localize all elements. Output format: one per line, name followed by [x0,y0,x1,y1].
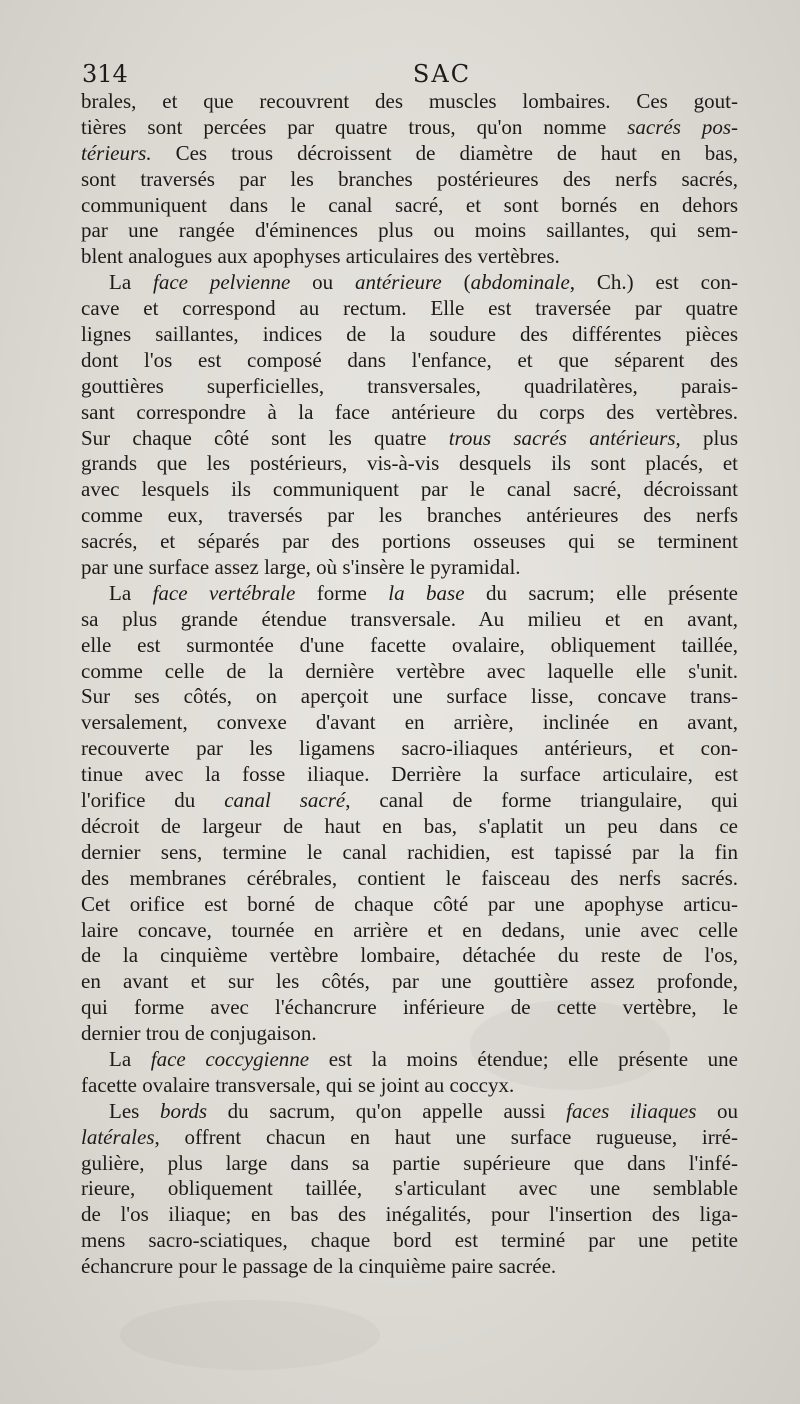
italic-term: face pelvienne [153,270,291,295]
text-run: dont l'os est composé dans l'enfance, et que séparent des [81,347,738,372]
text-run: La [109,1046,151,1071]
paragraph [81,270,738,581]
text-run: Ces trous décroissent de diamètre de haut en bas, [151,140,738,165]
text-run: par une surface assez large, où s'insère le pyramidal. [81,555,521,580]
text-line [81,374,738,400]
text-run: comme eux, traversés par les branches antérieures des nerfs [81,503,738,528]
italic-term: canal sacré [224,788,346,813]
text-line [81,451,738,477]
text-run: , plus [675,425,739,450]
text-run: Les [109,1098,160,1123]
text-run: elle est surmontée d'une facette ovalaire, obliquement taillée, [81,632,738,657]
text-run: ou [696,1098,738,1123]
text-run: blent analogues aux apophyses articulaires des vertèbres. [81,244,560,269]
text-line [81,426,738,452]
text-line [81,1125,738,1151]
text-line [81,684,738,710]
text-run: recouverte par les ligamens sacro-iliaques antérieurs, et con- [81,736,738,761]
text-run: de l'os iliaque; en bas des inégalités, pour l'insertion des liga- [81,1202,738,1227]
text-line [81,1151,738,1177]
italic-term: trous sacrés antérieurs [448,425,676,450]
text-line [81,167,738,193]
text-line [81,581,738,607]
text-run: est la moins étendue; elle présente une [309,1046,738,1071]
text-run: par une rangée d'éminences plus ou moins saillantes, qui sem- [81,218,738,243]
text-run: sacrés, et séparés par des portions osseuses qui se terminent [81,529,738,554]
text-line [81,736,738,762]
text-run: avec lesquels ils communiquent par le canal sacré, décroissant [81,477,738,502]
text-line [81,918,738,944]
text-run: l'orifice du [81,788,225,813]
text-line [81,788,738,814]
italic-term: antérieure [355,270,442,295]
text-run: du sacrum; elle présente [464,580,738,605]
text-run: Sur chaque côté sont les quatre [81,425,449,450]
text-line [81,1021,738,1047]
italic-term: sacrés pos- [627,114,738,139]
text-run: de la cinquième vertèbre lombaire, détachée du reste de l'os, [81,943,738,968]
italic-term: face coccygienne [150,1046,310,1071]
text-run: sant correspondre à la face antérieure du corps des vertèbres. [81,399,738,424]
text-line [81,193,738,219]
text-run: Cet orifice est borné de chaque côté par une apophyse articu- [81,891,738,916]
paper-stain [120,1300,380,1370]
paragraph [81,581,738,1047]
text-line [81,503,738,529]
text-run: tinue avec la fosse iliaque. Derrière la surface articulaire, est [81,762,738,787]
text-line [81,1073,738,1099]
text-line [81,814,738,840]
text-run: ou [290,270,356,295]
italic-term: latérales [81,1124,155,1149]
text-line [81,1228,738,1254]
italic-term: la base [388,580,465,605]
text-run: comme celle de la dernière vertèbre avec laquelle elle s'unit. [81,658,738,683]
paragraph [81,1047,738,1099]
text-line [81,218,738,244]
text-line [81,762,738,788]
text-run: forme [295,580,389,605]
text-run: , offrent chacun en haut une surface rugueuse, irré- [154,1124,738,1149]
text-line [81,633,738,659]
text-run: décroit de largeur de haut en bas, s'aplatit un peu dans ce [81,813,738,838]
text-line [81,1047,738,1073]
text-line [81,244,738,270]
text-line [81,348,738,374]
text-run: , canal de forme triangulaire, qui [345,788,738,813]
text-run: des membranes cérébrales, contient le faisceau des nerfs sacrés. [81,865,738,890]
text-run: rieure, obliquement taillée, s'articulant avec une semblable [81,1176,738,1201]
text-run: échancrure pour le passage de la cinquième paire sacrée. [81,1254,557,1279]
text-run: grands que les postérieurs, vis-à-vis desquels ils sont placés, et [81,451,738,476]
text-line [81,141,738,167]
text-run: brales, et que recouvrent des muscles lombaires. Ces gout- [81,89,738,113]
running-head: SAC [412,60,472,88]
text-run: La [109,580,153,605]
text-line [81,477,738,503]
text-run: La [109,270,154,295]
text-line [81,115,738,141]
italic-term: abdominale [470,270,570,295]
text-line [81,89,738,115]
text-line [81,1202,738,1228]
text-line [81,866,738,892]
text-run: laire concave, tournée en arrière et en dedans, unie avec celle [81,917,738,942]
text-run: communiquent dans le canal sacré, et sont bornés en dehors [81,192,738,217]
text-run: versalement, convexe d'avant en arrière, inclinée en avant, [81,710,738,735]
text-line [81,400,738,426]
text-line [81,710,738,736]
text-run: gulière, plus large dans sa partie supérieure que dans l'infé- [81,1150,738,1175]
text-line [81,1099,738,1125]
italic-term: térieurs. [81,140,152,165]
paragraph [81,89,738,270]
text-line [81,296,738,322]
text-run: , Ch.) est con- [569,270,738,295]
text-run: sa plus grande étendue transversale. Au milieu et en avant, [81,606,738,631]
text-run: du sacrum, qu'on appelle aussi [207,1098,567,1123]
text-run: dernier trou de conjugaison. [81,1021,317,1046]
text-run: lignes saillantes, indices de la soudure des différentes pièces [81,322,738,347]
text-line [81,607,738,633]
italic-term: faces iliaques [566,1098,697,1123]
text-run: Sur ses côtés, on aperçoit une surface lisse, concave trans- [81,684,738,709]
text-line [81,840,738,866]
text-run: ( [441,270,471,295]
text-line [81,529,738,555]
page-number: 314 [82,60,128,88]
paragraph [81,1099,738,1280]
text-line [81,1254,738,1280]
text-line [81,659,738,685]
text-run: facette ovalaire transversale, qui se joint au coccyx. [81,1072,515,1097]
italic-term: bords [159,1098,208,1123]
text-line [81,892,738,918]
text-run: gouttières superficielles, transversales, quadrilatères, parais- [81,373,738,398]
text-line [81,969,738,995]
text-line [81,555,738,581]
text-line [81,1176,738,1202]
text-run: cave et correspond au rectum. Elle est traversée par quatre [81,296,738,321]
text-run: en avant et sur les côtés, par une gouttière assez profonde, [81,969,738,994]
body-text [81,89,738,1280]
text-run: qui forme avec l'échancrure inférieure de cette vertèbre, le [81,995,738,1020]
text-run: mens sacro-sciatiques, chaque bord est terminé par une petite [81,1228,738,1253]
text-line [81,270,738,296]
text-line [81,943,738,969]
text-line [81,995,738,1021]
italic-term: face vertébrale [152,580,296,605]
text-line [81,322,738,348]
text-run: tières sont percées par quatre trous, qu'on nomme [81,114,628,139]
text-run: sont traversés par les branches postérieures des nerfs sacrés, [81,166,738,191]
text-run: dernier sens, termine le canal rachidien, est tapissé par la fin [81,839,738,864]
